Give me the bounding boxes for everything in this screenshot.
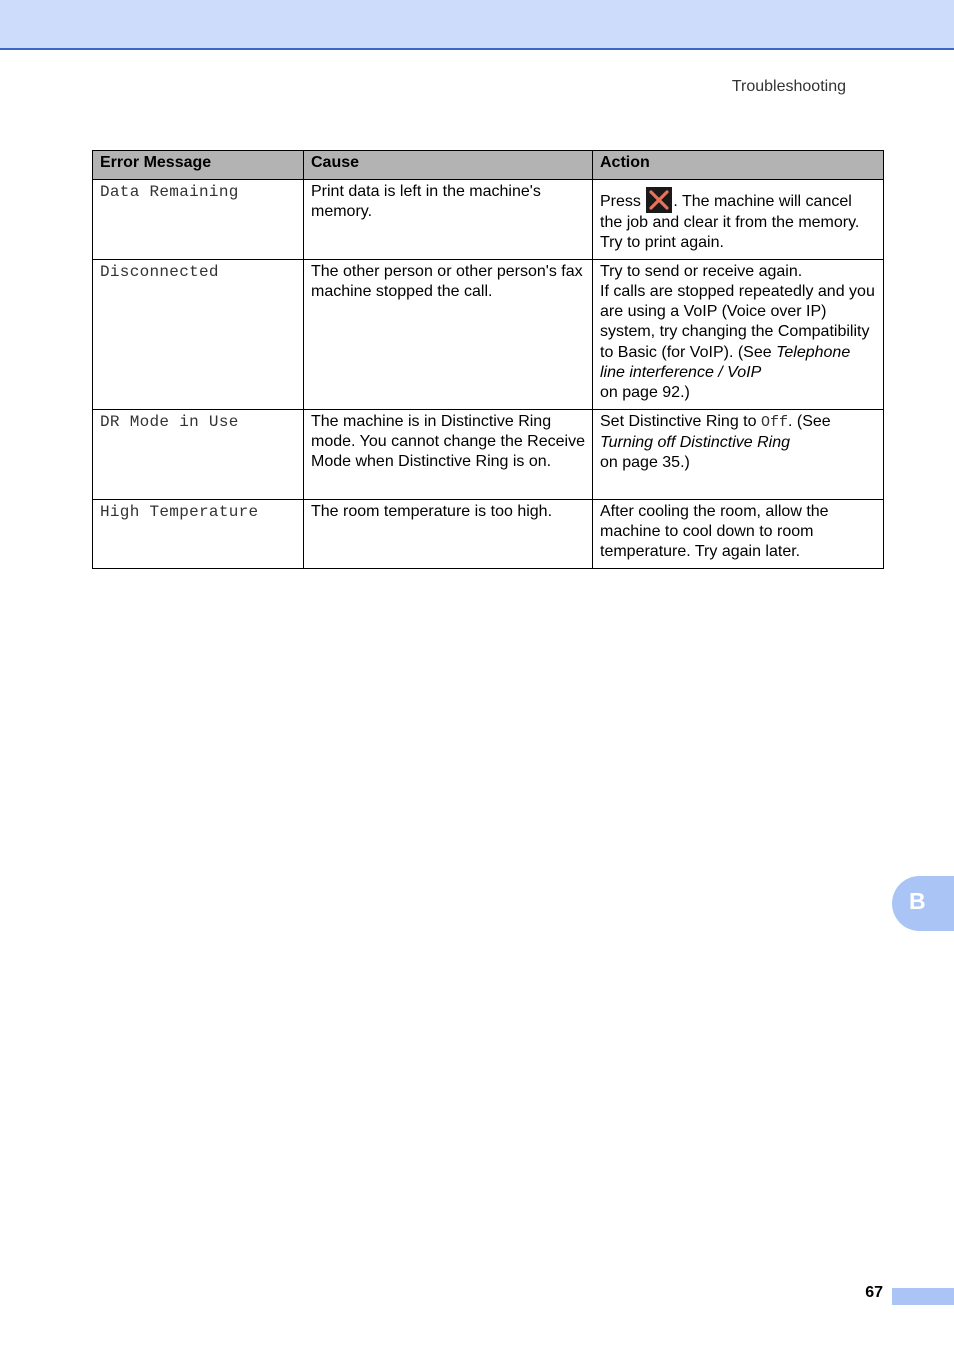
cause-cell: The room temperature is too high. xyxy=(304,499,593,568)
error-message-cell: Disconnected xyxy=(93,259,304,409)
action-line: Try to send or receive again. xyxy=(600,262,803,280)
table-header-row xyxy=(93,151,884,180)
action-text: . The machine will cancel the job and clear it from the memory. Try to print again. xyxy=(600,193,860,252)
action-cell: After cooling the room, allow the machine to cool down to room temperature. Try again later. xyxy=(593,499,884,568)
action-cell xyxy=(593,259,884,409)
header-band xyxy=(0,0,954,50)
cause-cell: The machine is in Distinctive Ring mode. You cannot change the Receive Mode when Distinctive Ring is on. xyxy=(304,409,593,499)
column-header: Error Message xyxy=(93,151,304,180)
appendix-tab-label: B xyxy=(909,888,926,914)
column-header: Cause xyxy=(304,151,593,180)
action-text: If calls are stopped repeatedly and you are using a VoIP (Voice over IP) system, try changing the Compatibility to Basic (for VoIP). (See xyxy=(600,282,875,361)
action-text: Press xyxy=(600,193,646,210)
action-text: . (See xyxy=(787,412,831,430)
cause-cell: Print data is left in the machine's memory. xyxy=(304,180,593,260)
action-cell xyxy=(593,409,884,499)
page-reference-link[interactable]: Telephone line interference / VoIP xyxy=(600,343,851,382)
page-reference: on page 92.) xyxy=(600,384,690,402)
cause-cell: The other person or other person's fax machine stopped the call. xyxy=(304,259,593,409)
setting-value: Off xyxy=(760,413,788,431)
stop-exit-x-icon xyxy=(646,187,672,213)
table-row xyxy=(93,180,884,260)
action-cell xyxy=(593,180,884,260)
page-reference: on page 35.) xyxy=(600,454,690,472)
table-row xyxy=(93,409,884,499)
section-title: Troubleshooting xyxy=(731,78,846,95)
appendix-tab xyxy=(892,876,954,931)
error-message-cell: Data Remaining xyxy=(93,180,304,260)
error-message-cell: High Temperature xyxy=(93,499,304,568)
error-message-cell: DR Mode in Use xyxy=(93,409,304,499)
error-message-table xyxy=(92,150,884,569)
page-number-bar xyxy=(892,1288,954,1305)
table-row xyxy=(93,499,884,568)
column-header: Action xyxy=(593,151,884,180)
page-number: 67 xyxy=(865,1284,883,1301)
action-text: Set Distinctive Ring to xyxy=(600,412,761,430)
page-reference-link[interactable]: Turning off Distinctive Ring xyxy=(600,433,790,451)
table-row xyxy=(93,259,884,409)
